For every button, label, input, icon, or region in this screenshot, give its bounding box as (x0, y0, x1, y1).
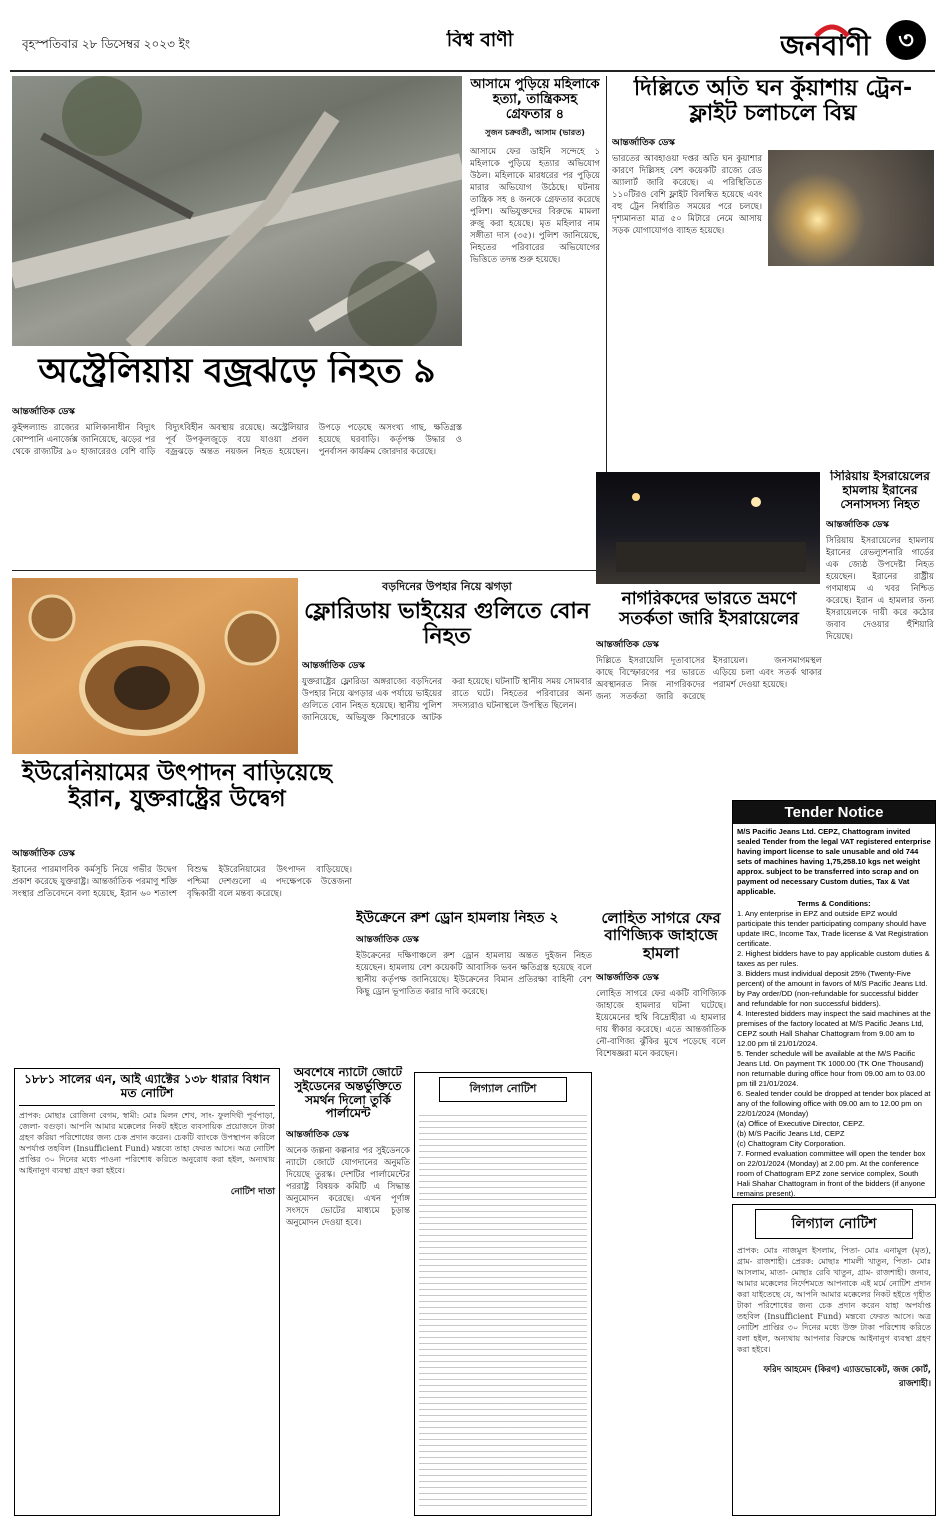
notice-mid-fineprint (419, 1110, 587, 1510)
syria-body: সিরিয়ায় ইসরায়েলের হামলায় ইরানের রেভল্যুশনারি গার্ডের এক জ্যেষ্ঠ উপদেষ্টা নিহত হয়েছেন। ইরানের রাষ্ট্রীয় গণমাধ্যম এ খবর নিশ্চিত করেছে। ইরান এ হামলার জন্য ইসরায়েলকে দায়ী করে কঠোর জবাব দেওয়ার হুঁশিয়ারি দিয়েছে। (826, 536, 934, 643)
iran-headline: ইউরেনিয়ামের উৎপাদন বাড়িয়েছে ইরান, যুক্তরাষ্ট্রের উদ্বেগ (22, 760, 332, 813)
tender-terms (737, 909, 931, 1198)
tender-notice (732, 800, 936, 1198)
masthead (0, 0, 945, 70)
story-florida (302, 578, 592, 838)
notice-right-signature: ফরিদ আহমেদ (কিরণ) এ্যাডভোকেট, জজ কোর্ট, রাজশাহী। (763, 1365, 931, 1389)
notice-left-signature: নোটিশ দাতা (230, 1186, 275, 1197)
tender-term: 1. Any enterprise in EPZ and outside EPZ would participate this tender participating company should have update IRC, Income Tax, Trade license & Vat Registration certificate. (737, 909, 929, 948)
assam-headline: আসামে পুড়িয়ে মহিলাকে হত্যা, তান্ত্রিকসহ গ্রেফতার ৪ (470, 77, 600, 122)
tender-title: Tender Notice (733, 801, 935, 824)
syria-desk: আন্তর্জাতিক ডেস্ক (826, 520, 889, 531)
masthead-date: বৃহস্পতিবার ২৮ ডিসেম্বর ২০২৩ ইং (22, 37, 191, 51)
divider-h1 (12, 570, 602, 571)
assam-body: আসামে ফের ডাইনি সন্দেহে ১ মহিলাকে পুড়িয়ে হত্যার অভিযোগ উঠল। মহিলাকে মারধরের পর পুড়িয়ে মারার অভিযোগ উঠেছে। ঘটনায় তান্ত্রিক সহ ৪ জনকে গ্রেফতার করেছে পুলিশ। অভিযুক্তদের বিরুদ্ধে মামলা রুজু করা হয়েছে। মৃত মহিলার নাম সঙ্গীতা দাস (৩৫)। পুলিশ জানিয়েছে, নিহতের পরিবারের অভিযোগের ভিত্তিতে তদন্ত শুরু হয়েছে। (470, 146, 600, 265)
logo (780, 18, 930, 66)
story-syria (826, 470, 934, 770)
nato-headline: অবশেষে ন্যাটো জোটে সুইডেনের অন্তর্ভুক্তিতে সমর্থন দিলো তুর্কি পার্লামেন্ট (293, 1066, 403, 1121)
logo-text: জনবাণী (780, 29, 871, 62)
redsea-desk: আন্তর্জাতিক ডেস্ক (596, 972, 659, 983)
iran-desk: আন্তর্জাতিক ডেস্ক (12, 849, 75, 859)
redsea-headline: লোহিত সাগরে ফের বাণিজ্যিক জাহাজে হামলা (601, 910, 721, 962)
nato-body: অনেক জল্পনা কল্পনার পর সুইডেনকে ন্যাটো জোটে যোগদানের অনুমতি দিয়েছে তুরস্ক। দেশটির পার্লামেন্টের পররাষ্ট্র বিষয়ক কমিটি এ সিদ্ধান্ত অনুমোদন করেছে। এখন পূর্ণাঙ্গ সংসদে ভোটের মাধ্যমে চূড়ান্ত অনুমোদন দেওয়া হবে। (286, 1146, 410, 1229)
tender-term: (b) M/S Pacific Jeans Ltd, CEPZ (737, 1129, 845, 1138)
nuclear-facility-photo (12, 578, 298, 754)
fallen-tree-illustration (12, 76, 462, 346)
florida-kicker: বড়দিনের উপহার নিয়ে ঝগড়া (382, 580, 512, 593)
tender-term: 7. Formed evaluation committee will open the tender box on 22/01/2024 (Monday) at 2.00 pm. At the conference room of Chattogram EPZ zone service complex, South Hali Shahar Chattogram in front of the bidders (if anyone remains present). (737, 1149, 926, 1198)
israel-headline: নাগরিকদের ভারতে ভ্রমণে সতর্কতা জারি ইসরায়েলের (619, 590, 799, 629)
embassy-night-photo (596, 472, 820, 584)
ukraine-headline: ইউক্রেনে রুশ ড্রোন হামলায় নিহত ২ (356, 910, 559, 926)
tender-terms-title: Terms & Conditions: (797, 899, 871, 908)
tender-term: 2. Highest bidders have to pay applicable custom duties & taxes as per rules. (737, 949, 930, 968)
tender-term: (c) Chattogram City Corporation. (737, 1139, 846, 1148)
iran-body: ইরানের পারমাণবিক কর্মসূচি নিয়ে গভীর উদ্বেগ প্রকাশ করেছে যুক্তরাষ্ট্র। আন্তর্জাতিক পরমাণু শক্তি সংস্থার প্রতিবেদনে বলা হয়েছে, ইরান ৬০ শতাংশ বিশুদ্ধ ইউরেনিয়ামের উৎপাদন বাড়িয়েছে। পশ্চিমা দেশগুলো এ পদক্ষেপকে উত্তেজনা বৃদ্ধিকারী বলে মন্তব্য করেছে। (12, 865, 352, 899)
notice-mid-title: লিগ্যাল নোটিশ (439, 1077, 567, 1102)
notice-left-title: ১৮৮১ সালের এন, আই এ্যাক্টের ১৩৮ ধারার বিধান মত নোটিশ (19, 1073, 275, 1106)
story-redsea (596, 910, 726, 1380)
israel-desk: আন্তর্জাতিক ডেস্ক (596, 640, 659, 651)
ukraine-body: ইউক্রেনের দক্ষিণাঞ্চলে রুশ ড্রোন হামলায় অন্তত দুইজন নিহত হয়েছেন। হামলায় বেশ কয়েকটি আবাসিক ভবন ক্ষতিগ্রস্ত হয়েছে বলে স্থানীয় কর্তৃপক্ষ জানিয়েছে। ইউক্রেনের বিমান প্রতিরক্ষা বাহিনী বেশ কিছু ড্রোন ভূপাতিত করার দাবি করেছে। (356, 951, 592, 998)
australia-body: কুইন্সল্যান্ড রাজ্যের মালিকানাধীন বিদ্যুৎ কোম্পানি এনার্জেক্স জানিয়েছে, ঝড়ের পর থেকে রাজ্যটির ৯০ হাজারেরও বেশি বাড়ি বিদ্যুৎবিহীন অবস্থায় রয়েছে। অস্ট্রেলিয়ার পূর্ব উপকূলজুড়ে বয়ে যাওয়া প্রবল বজ্রঝড়ে অন্তত নয়জন নিহত হয়েছেন। উপড়ে পড়েছে অসংখ্য গাছ, ক্ষতিগ্রস্ত হয়েছে ঘরবাড়ি। কর্তৃপক্ষ উদ্ধার ও পুনর্বাসন কার্যক্রম জোরদার করেছে। (12, 423, 462, 457)
syria-headline: সিরিয়ায় ইসরায়েলের হামলায় ইরানের সেনাসদস্য নিহত (830, 470, 930, 511)
fog-photo (768, 150, 934, 266)
delhi-desk: আন্তর্জাতিক ডেস্ক (612, 137, 675, 148)
florida-body: যুক্তরাষ্ট্রের ফ্লোরিডা অঙ্গরাজ্যে বড়দিনের উপহার নিয়ে ঝগড়ার এক পর্যায়ে ভাইয়ের গুলিতে বোন নিহত হয়েছে। স্থানীয় পুলিশ জানিয়েছে, অভিযুক্ত কিশোরকে আটক করা হয়েছে। ঘটনাটি স্থানীয় সময় সোমবার রাতে ঘটে। নিহতের পরিবারের অন্য সদস্যরাও ঘটনাস্থলে উপস্থিত ছিলেন। (302, 676, 592, 723)
tender-intro: M/S Pacific Jeans Ltd. CEPZ, Chattogram invited sealed Tender from the legal VAT registered enterprise having import license to sale unusable and old 744 sets of machines having 1,75,258.10 kgs net weight approx. subject to be transferred into scrap and on payment od necessary Custom duties, Tax & Vat applicable. (737, 827, 931, 896)
israel-body: দিল্লিতে ইসরায়েলি দূতাবাসের কাছে বিস্ফোরণের পর ভারতে অবস্থানরত নিজ নাগরিকদের জন্য সতর্কতা জারি করেছে ইসরায়েল। জনসমাগমস্থল এড়িয়ে চলা এবং সতর্ক থাকার পরামর্শ দেওয়া হয়েছে। (596, 656, 822, 703)
florida-desk: আন্তর্জাতিক ডেস্ক (302, 660, 365, 671)
story-australia (12, 404, 462, 564)
tender-term: 4. Interested bidders may inspect the said machines at the premises of the factory located at M/S Pacific Jeans Ltd, CEPZ south Hall Shahar Chattogram from 9.00 am to 12.00 pm til 21/01/2024. (737, 1009, 931, 1048)
notice-mid (414, 1072, 592, 1516)
delhi-body: ভারতের আবহাওয়া দপ্তর অতি ঘন কুয়াশার কারণে দিল্লিসহ বেশ কয়েকটি রাজ্যে রেড অ্যালার্ট জারি করেছে। এ পরিস্থিতিতে ১১০টিরও বেশি ফ্লাইট বিলম্বিত হয়েছে এবং বহু ট্রেন নির্ধারিত সময়ের পরে চলছে। দৃশ্যমানতা মাত্র ৫০ মিটারে নেমে আসায় সড়ক যোগাযোগও ব্যাহত হয়েছে। (612, 153, 762, 236)
ukraine-desk: আন্তর্জাতিক ডেস্ক (356, 935, 419, 946)
delhi-headline: দিল্লিতে অতি ঘন কুঁয়াশায় ট্রেন-ফ্লাইট চলাচলে বিঘ্ন (633, 76, 913, 127)
notice-right-body: প্রাপক: মোঃ নাজমুল ইসলাম, পিতা- মোঃ এনামুল (মৃত), গ্রাম- রাজশাহী। প্রেরক: মোছাঃ শামলী খাতুন, পিতা- মোঃ আসলাম, মাতা- মোছাঃ রেবি খাতুন, গ্রাম- রাজশাহী। জনাব, আমার মক্কেলের নির্দেশমতে আপনাকে এই মর্মে নোটিশ প্রদান করা যাইতেছে যে, আপনি আমার মক্কেলের নিকট হইতে গৃহীত টাকা পরিশোধের জন্য চেক প্রদান করেন যাহা অপর্যাপ্ত তহবিল (Insufficient Fund) মন্তব্যে ফেরত আসে। অত্র নোটিশ প্রাপ্তির ৩০ দিনের মধ্যে উক্ত টাকা পরিশোধ করিতে বলা হইল, অন্যথায় আপনার বিরুদ্ধে আইনানুগ ব্যবস্থা গ্রহণ করা হইবে। (737, 1246, 931, 1354)
tender-term: 5. Tender schedule will be available at the M/S Pacific Jeans Ltd. On payment TK 1000.00 (TK One Thousand) non returnable during office hour from 09.00 am to 03.00 pm till 21/01/2024. (737, 1049, 925, 1088)
page-number: ৩ (898, 26, 914, 54)
assam-byline: সুজন চক্রবর্তী, আসাম (ভারত) (485, 127, 585, 137)
tender-term: 6. Sealed tender could be dropped at tender box placed at any of the following office with 09.00 am to 12.00 pm on 22/01/2024 (Monday) (737, 1089, 931, 1118)
story-assam (470, 76, 600, 536)
logo-circle-number (886, 20, 926, 60)
story-iran (12, 846, 352, 1056)
australia-desk: আন্তর্জাতিক ডেস্ক (12, 407, 75, 417)
red-arc-logo (812, 18, 852, 38)
notice-right-title: লিগ্যাল নোটিশ (755, 1209, 913, 1239)
story-ukraine (356, 910, 592, 1060)
tender-term: 3. Bidders must individual deposit 25% (Twenty-Five percent) of the amount in favors of M/S Pacific Jeans Ltd. by Pay order/DD (non-refundable for successful bidder and refundable for non successful bidders). (737, 969, 928, 1008)
nato-desk: আন্তর্জাতিক ডেস্ক (286, 1130, 349, 1141)
australia-headline: অস্ট্রেলিয়ায় বজ্রঝড়ে নিহত ৯ (38, 352, 436, 391)
redsea-body: লোহিত সাগরে ফের একটি বাণিজ্যিক জাহাজে হামলার ঘটনা ঘটেছে। ইয়েমেনের হুথি বিদ্রোহীরা এ হামলার দায় স্বীকার করেছে। এতে আন্তর্জাতিক নৌ-বাণিজ্য ঝুঁকির মুখে পড়েছে বলে বিশেষজ্ঞরা মনে করছেন। (596, 988, 726, 1059)
masthead-rule (10, 70, 935, 72)
notice-right (732, 1204, 936, 1516)
story-nato (286, 1066, 410, 1516)
notice-left (14, 1068, 280, 1516)
tender-term: (a) Office of Executive Director, CEPZ. (737, 1119, 865, 1128)
florida-headline: ফ্লোরিডায় ভাইয়ের গুলিতে বোন নিহত (304, 599, 590, 650)
section-title: বিশ্ব বাণী (446, 30, 514, 51)
notice-left-body: প্রাপক: মোছাঃ রোজিনা বেগম, স্বামী: মোঃ মিলন শেখ, সাং- ফুলদিঘী পূর্বপাড়া, জেলা- বগুড়া। আপনি আমার মক্কেলের নিকট হইতে ব্যবসায়িক প্রয়োজনে টাকা গ্রহণ করিয়া পরিশোধের জন্য চেক প্রদান করেন। চেকটি ব্যাংকে উপস্থাপন করিলে অপর্যাপ্ত তহবিল (Insufficient Fund) মন্তব্যে তাহা ফেরত আসে। অত্র নোটিশ প্রাপ্তির ৩০ দিনের মধ্যে পাওনা পরিশোধ করিতে অনুরোধ করা হইল, অন্যথায় আইনানুগ ব্যবস্থা গ্রহণ করা হইবে। (19, 1110, 275, 1175)
storm-photo (12, 76, 462, 346)
